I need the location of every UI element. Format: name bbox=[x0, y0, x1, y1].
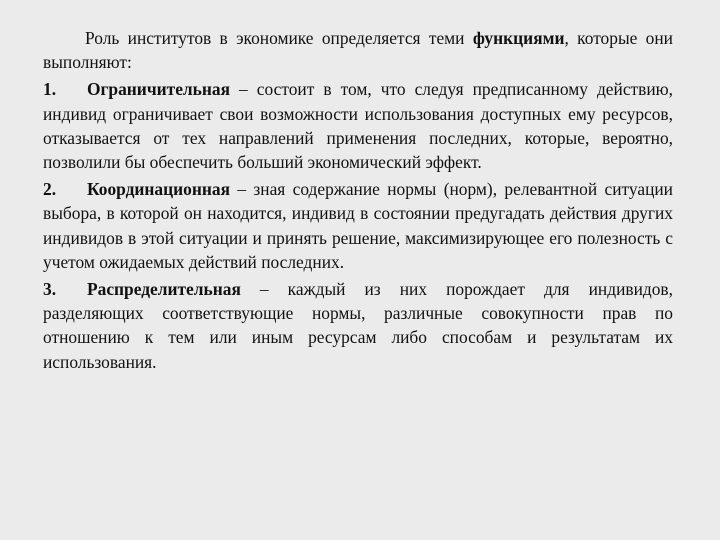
intro-text-after: , которые они выполняют: bbox=[43, 28, 673, 73]
function-item-distributive bbox=[43, 277, 673, 374]
function-number: 2. bbox=[43, 179, 57, 200]
function-item-restrictive bbox=[43, 77, 673, 174]
function-term: Координационная bbox=[87, 179, 230, 200]
function-number: 1. bbox=[43, 79, 57, 100]
function-description: – каждый из них порождает для индивидов, разделяющих соответствующие нормы, различные совокупности прав по отношению к тем или иным ресурсам либо способам и результатам их использования. bbox=[43, 279, 673, 372]
function-term: Распределительная bbox=[87, 279, 241, 300]
text-block bbox=[43, 26, 673, 377]
function-term: Ограничительная bbox=[87, 79, 230, 100]
function-description: – зная содержание нормы (норм), релевантной ситуации выбора, в которой он находится, индивид в состоянии предугадать действия других индивидов в этой ситуации и принять решение, максимизирующее его полезность с учетом ожидаемых действий последних. bbox=[43, 179, 673, 272]
intro-emphasis: функциями bbox=[472, 28, 565, 48]
function-item-coordination bbox=[43, 177, 673, 274]
intro-text-before: Роль институтов в экономике определяется теми bbox=[85, 28, 473, 48]
function-number: 3. bbox=[43, 279, 57, 300]
function-description: – состоит в том, что следуя предписанному действию, индивид ограничивает свои возможности использования доступных ему ресурсов, отказывается от тех направлений применения последних, которые, вероятно, позволили бы обеспечить больший экономический эффект. bbox=[43, 79, 673, 173]
intro-paragraph bbox=[43, 26, 673, 74]
